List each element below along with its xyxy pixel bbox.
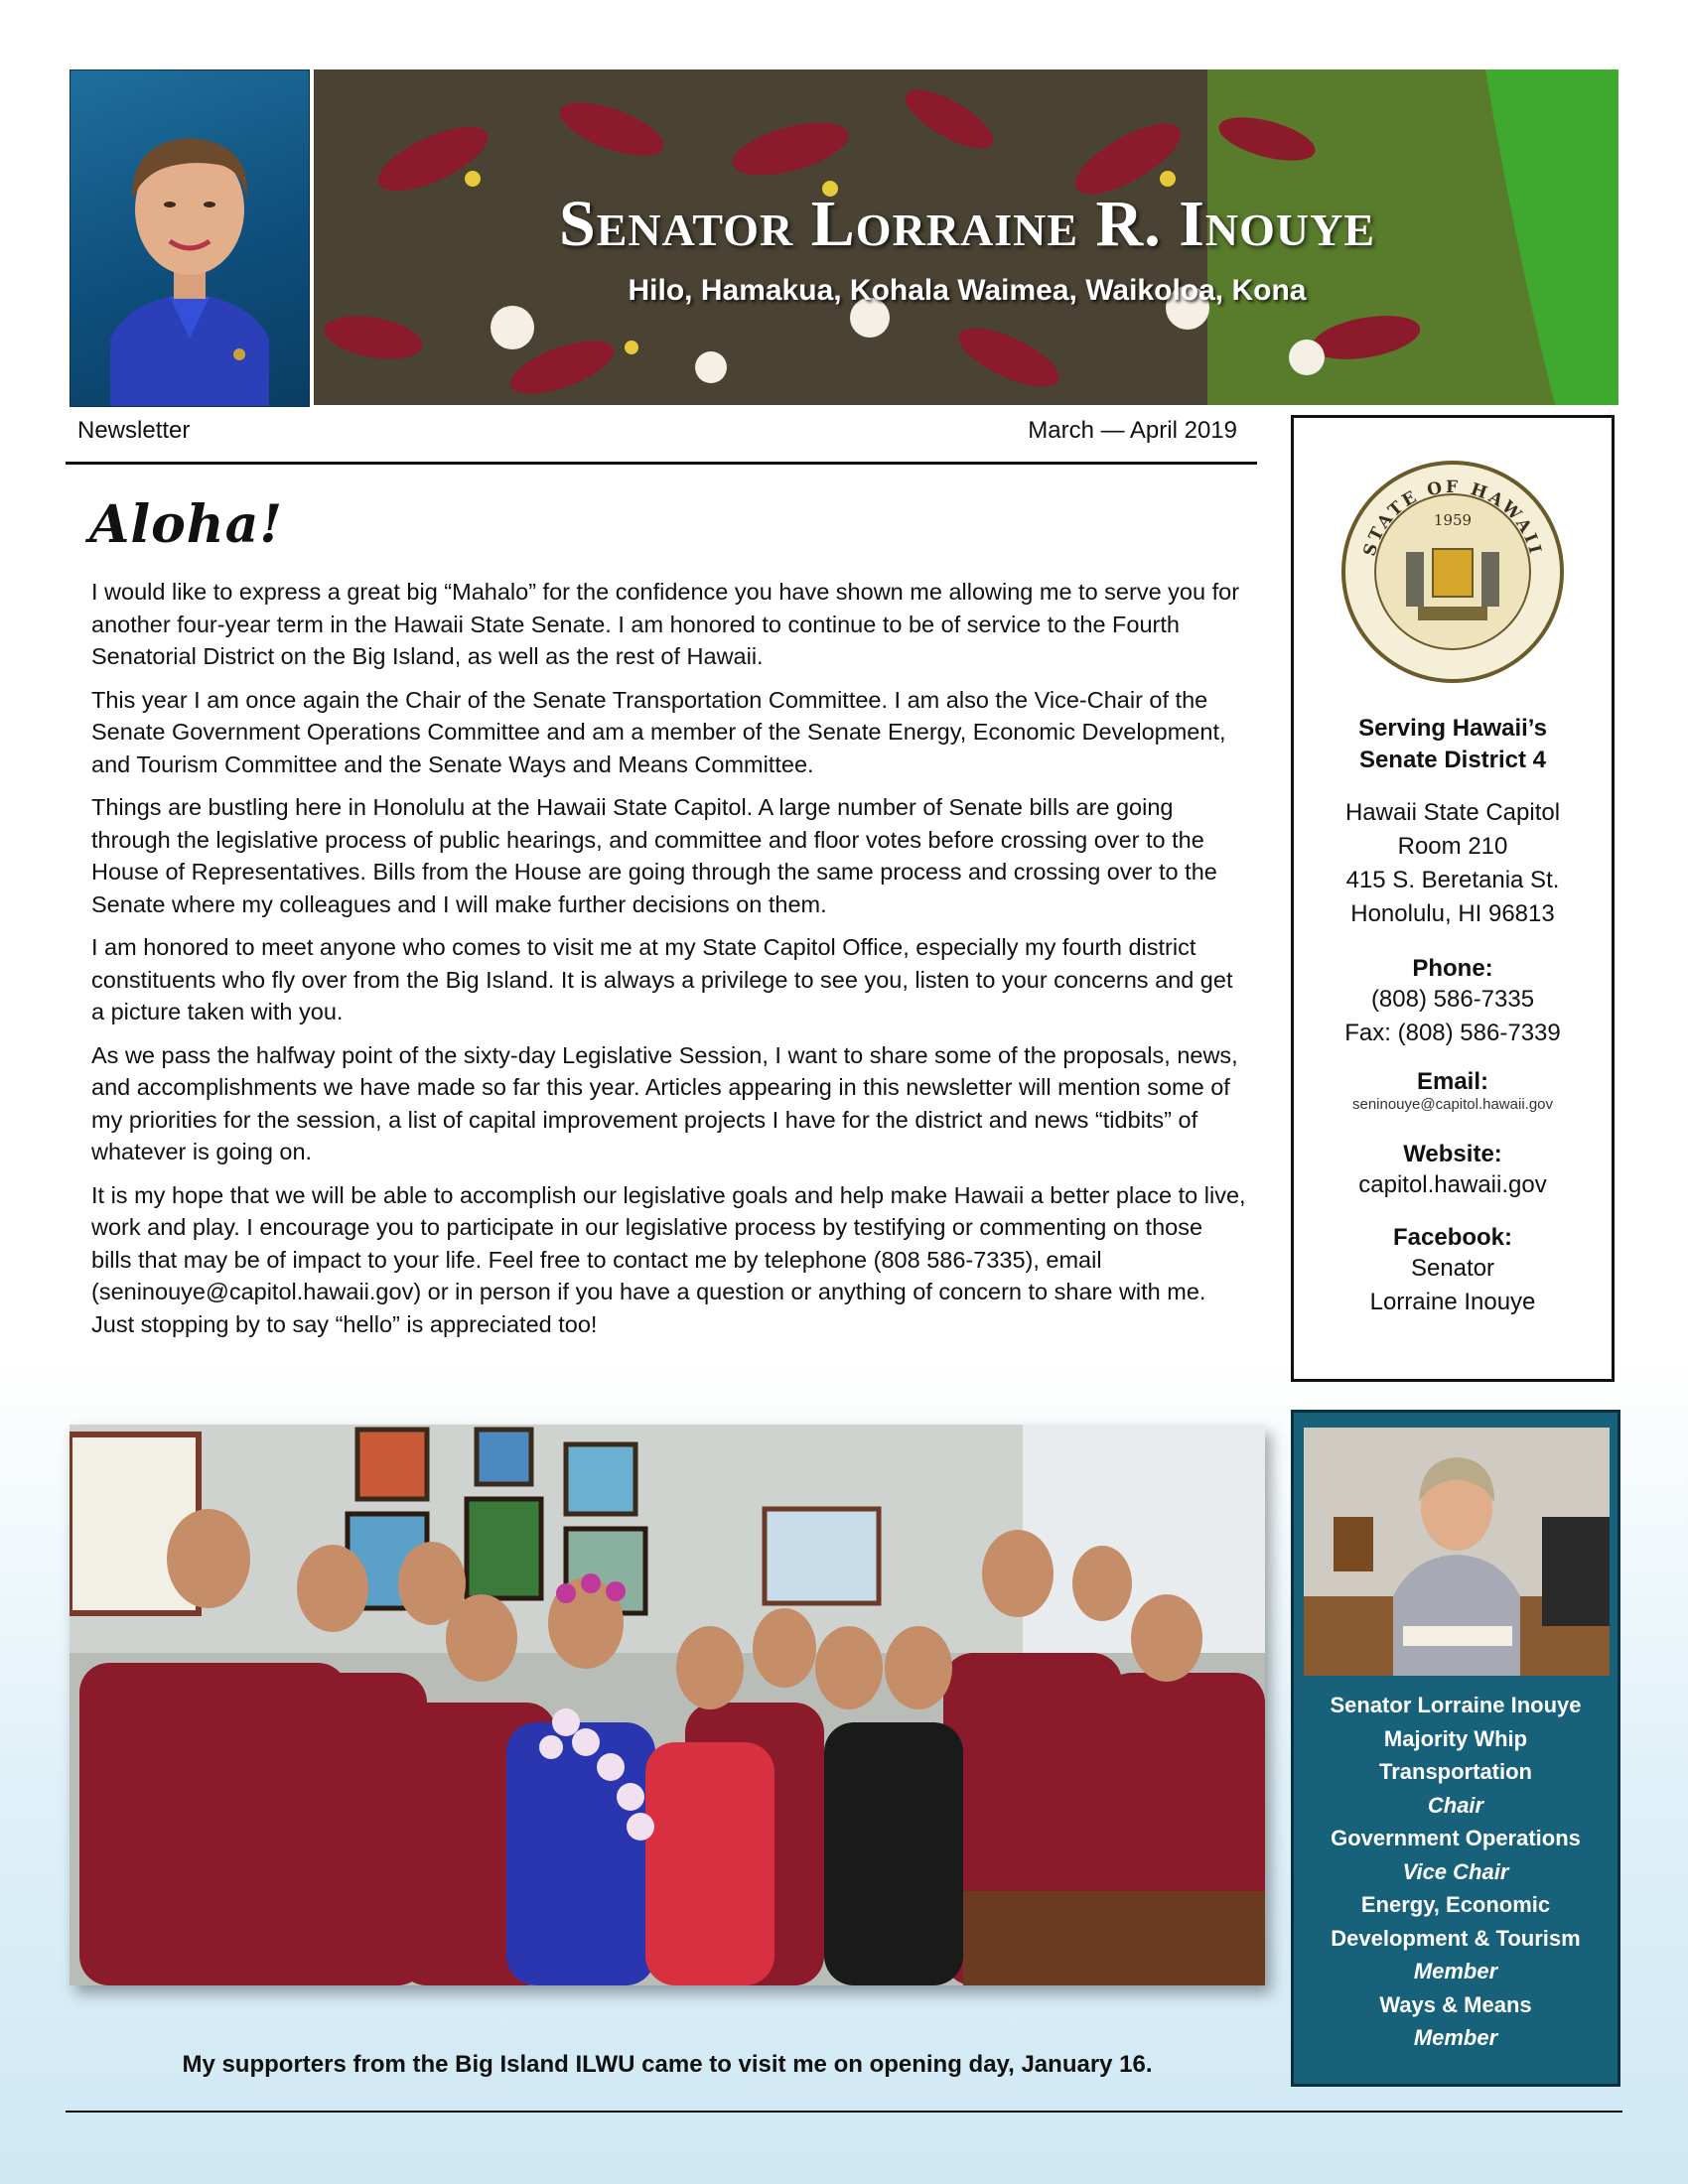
- committee-role: Member: [1413, 2025, 1498, 2050]
- office-photo-illustration: [1304, 1428, 1610, 1676]
- website-label: Website:: [1403, 1141, 1502, 1167]
- header-divider: [66, 462, 1257, 465]
- serving-heading: Serving Hawaii’s: [1358, 715, 1547, 742]
- footer-divider: [66, 2111, 1622, 2113]
- committee-line: Majority Whip: [1383, 1725, 1528, 1751]
- committee-line: Ways & Means: [1379, 1991, 1532, 2017]
- facebook-name[interactable]: Senator: [1410, 1255, 1495, 1282]
- committee-line: Government Operations: [1331, 1826, 1581, 1850]
- fax-number: Fax: (808) 586-7339: [1344, 1020, 1561, 1046]
- website-link[interactable]: capitol.hawaii.gov: [1358, 1171, 1547, 1198]
- facebook-name[interactable]: Lorraine Inouye: [1369, 1289, 1536, 1315]
- phone-label: Phone:: [1412, 955, 1493, 982]
- group-photo-illustration: [70, 1425, 1265, 1985]
- committee-role: Vice Chair: [1402, 1858, 1509, 1884]
- email-link[interactable]: seninouye@capitol.hawaii.gov: [1351, 1096, 1554, 1113]
- seal-year: 1959: [1433, 511, 1473, 529]
- portrait-illustration: [70, 70, 309, 406]
- email-label: Email:: [1416, 1068, 1489, 1095]
- header-banner: [314, 69, 1618, 405]
- committee-role: Chair: [1427, 1792, 1484, 1818]
- committee-senator-name: Senator Lorraine Inouye: [1330, 1693, 1582, 1717]
- letter-paragraph: Things are bustling here in Honolulu at the Hawaii State Capitol. A large number of Senate bills are going through the legislative process of public hearings, and committee and floor votes before crossing over to the House of Representatives. Bills from the House are going through the same process and crossing over to the Senate where my colleagues and I will make further decisions on them.: [91, 794, 1217, 917]
- office-photo: [1304, 1428, 1610, 1676]
- phone-number: (808) 586-7335: [1370, 986, 1535, 1013]
- facebook-label: Facebook:: [1392, 1224, 1513, 1251]
- committee-list: [1294, 1689, 1618, 2055]
- group-photo: [70, 1425, 1265, 1985]
- address-line: 415 S. Beretania St.: [1345, 867, 1560, 893]
- district-areas: Hilo, Hamakua, Kohala Waimea, Waikoloa, Kona: [628, 274, 1307, 307]
- committee-box: [1291, 1410, 1620, 2087]
- committee-line: Transportation: [1378, 1759, 1532, 1784]
- address-line: Room 210: [1397, 833, 1508, 860]
- seal-text: STATE OF HAWAII: [1359, 477, 1546, 559]
- senator-portrait: [70, 69, 310, 407]
- state-seal-icon: [1338, 458, 1567, 686]
- letter-paragraph: As we pass the halfway point of the sixty-day Legislative Session, I want to share some of the proposals, news, and accomplishments we have made so far this year. Articles appearing in this newsletter will mention some of my priorities for the session, a list of capital improvement projects I have for the district and news “tidbits” of whatever is going on.: [91, 1041, 1238, 1164]
- address-line: Hawaii State Capitol: [1344, 799, 1561, 826]
- letter-paragraph: It is my hope that we will be able to accomplish our legislative goals and help make Hawaii a better place to live, work and play. I encourage you to participate in our legislative process by testifying or commenting on those bills that may be of impact to your life. Feel free to contact me by telephone (808 586-7335), email (seninouye@capitol.hawaii.gov) or in person if you have a question or anything of concern to share with me. Just stopping by to say “hello” is appreciated too!: [91, 1181, 1246, 1337]
- letter-body: [91, 576, 1247, 1351]
- contact-sidebar: [1291, 415, 1615, 1382]
- photo-caption: My supporters from the Big Island ILWU came to visit me on opening day, January 16.: [182, 2051, 1153, 2078]
- newsletter-label: Newsletter: [77, 417, 191, 444]
- committee-role: Member: [1413, 1959, 1498, 1983]
- address-line: Honolulu, HI 96813: [1350, 900, 1555, 927]
- issue-date: March — April 2019: [1028, 417, 1237, 444]
- serving-district: Senate District 4: [1358, 747, 1547, 773]
- newsletter-title: Senator Lorraine R. Inouye: [559, 188, 1375, 260]
- committee-line: Energy, Economic: [1360, 1892, 1551, 1917]
- letter-paragraph: I am honored to meet anyone who comes to visit me at my State Capitol Office, especially my fourth district constituents who fly over from the Big Island. It is always a privilege to see you, listen to your concerns and get a picture taken with you.: [91, 934, 1233, 1024]
- committee-line: Development & Tourism: [1331, 1925, 1581, 1951]
- letter-paragraph: This year I am once again the Chair of the Senate Transportation Committee. I am also the Vice-Chair of the Senate Government Operations Committee and am a member of the Senate Energy, Economic Development, and Tourism Committee and the Senate Ways and Means Committee.: [91, 686, 1226, 777]
- letter-paragraph: I would like to express a great big “Mahalo” for the confidence you have shown me allowing me to serve you for another four-year term in the Hawaii State Senate. I am honored to continue to be of service to the Fourth Senatorial District on the Big Island, as well as the rest of Hawaii.: [91, 579, 1240, 669]
- greeting: Aloha!: [89, 494, 284, 555]
